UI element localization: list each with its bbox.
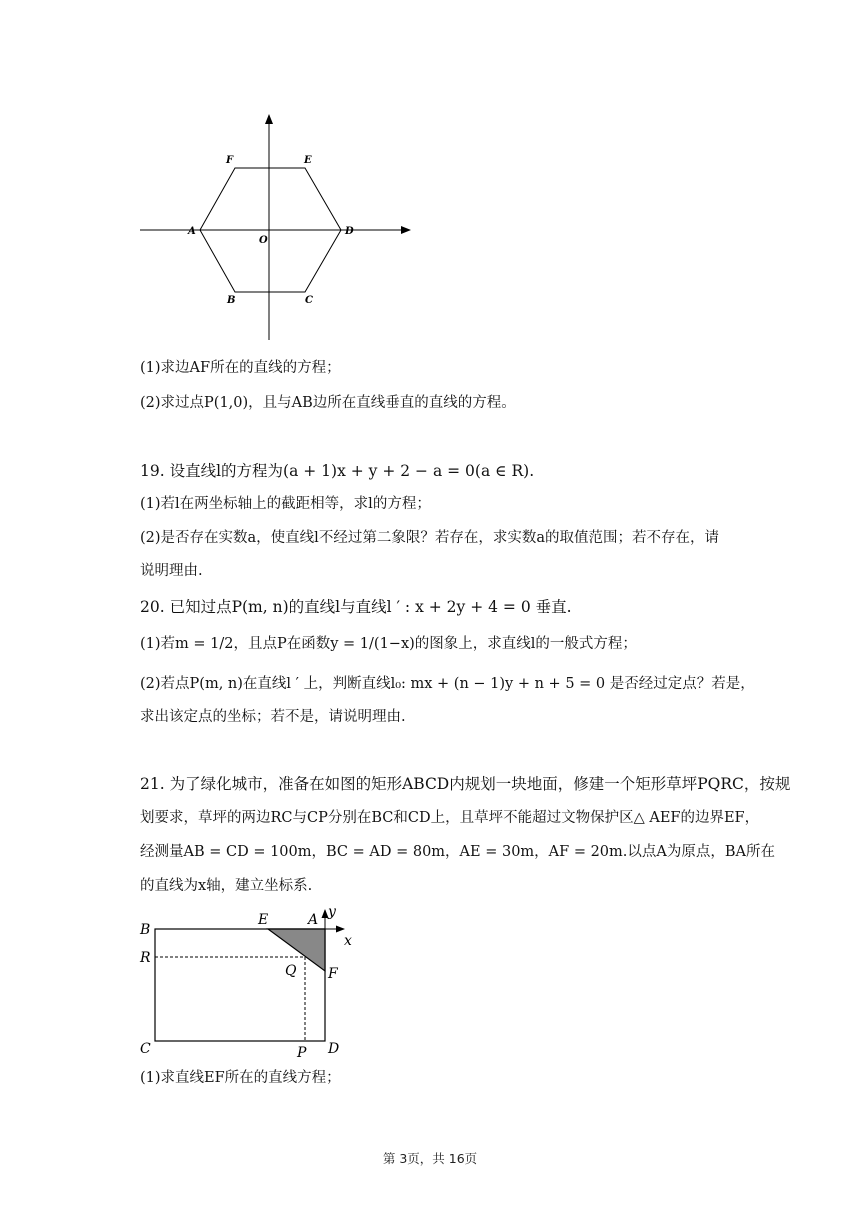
q21-line4: 的直线为x轴，建立坐标系.: [140, 878, 313, 894]
label-C: C: [140, 1041, 151, 1057]
label-A: A: [188, 226, 196, 237]
label-B: B: [227, 295, 236, 306]
q20-part1: (1)若m = 1/2，且点P在函数y = 1/(1−x)的图象上，求直线l的一般式方程；: [140, 636, 637, 652]
label-F: F: [328, 966, 338, 982]
q21-line2: 划要求，草坪的两边RC与CP分别在BC和CD上，且草坪不能超过文物保护区△ AEF的边界EF，: [140, 810, 760, 826]
label-E: E: [304, 155, 312, 166]
label-C: C: [305, 295, 313, 306]
q18-part1: (1)求边AF所在的直线的方程；: [140, 360, 341, 376]
q20-part2-line2: 求出该定点的坐标；若不是，请说明理由.: [140, 709, 406, 725]
label-E: E: [258, 912, 269, 928]
q20-part2-line1: (2)若点P(m, n)在直线l ′ 上，判断直线l₀: mx + (n − 1)y + n + 5 = 0 是否经过定点？若是，: [140, 676, 755, 692]
q19-part2-line1: (2)是否存在实数a，使直线l不经过第二象限？若存在，求实数a的取值范围；若不存在，请: [140, 530, 719, 546]
label-Q: Q: [285, 963, 297, 979]
rectangle-figure: [130, 900, 370, 1060]
q20-stem: 20. 已知过点P(m, n)的直线l与直线l ′ : x + 2y + 4 = 0 垂直.: [140, 598, 572, 616]
label-O: O: [259, 235, 268, 246]
label-F: F: [226, 155, 234, 166]
q18-part2: (2)求过点P(1,0)，且与AB边所在直线垂直的直线的方程。: [140, 395, 516, 411]
label-D: D: [345, 226, 354, 237]
hexagon-figure: [0, 0, 860, 360]
page-footer: 第 3页，共 16页: [382, 1151, 478, 1166]
label-B: B: [140, 922, 151, 938]
q19-part2-line2: 说明理由.: [140, 563, 203, 579]
label-D: D: [328, 1041, 340, 1057]
q19-stem: 19. 设直线l的方程为(a + 1)x + y + 2 − a = 0(a ∈ R).: [140, 462, 535, 480]
label-A: A: [308, 912, 319, 928]
q21-line1: 21. 为了绿化城市，准备在如图的矩形ABCD内规划一块地面，修建一个矩形草坪PQRC，按规: [140, 775, 791, 793]
label-R: R: [140, 950, 151, 966]
q21-line3: 经测量AB = CD = 100m，BC = AD = 80m，AE = 30m，AF = 20m.以点A为原点，BA所在: [140, 844, 775, 860]
label-y: y: [328, 904, 336, 920]
label-x: x: [344, 933, 352, 949]
label-P: P: [297, 1045, 307, 1060]
q19-part1: (1)若l在两坐标轴上的截距相等，求l的方程；: [140, 496, 431, 512]
q21-part1: (1)求直线EF所在的直线方程；: [140, 1070, 341, 1086]
triangle-AEF: [268, 929, 325, 971]
